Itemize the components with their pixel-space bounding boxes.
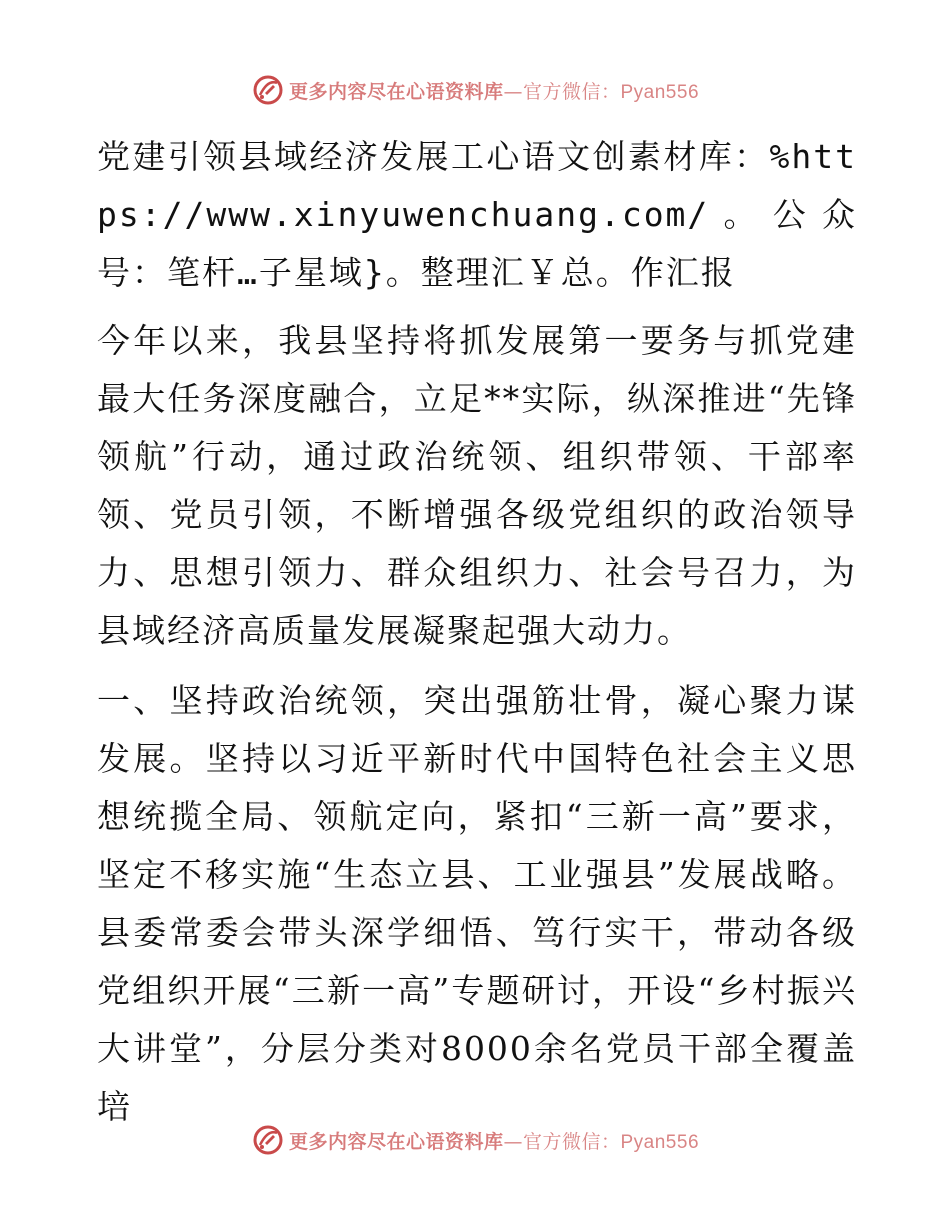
watermark-footer bbox=[0, 1120, 950, 1160]
watermark-separator: — bbox=[503, 1130, 523, 1153]
pen-nib-swirl-icon bbox=[251, 1123, 285, 1157]
watermark-contact-label: 官方微信： bbox=[522, 1130, 621, 1153]
watermark-text bbox=[289, 1127, 699, 1154]
watermark-contact-id: Pyan556 bbox=[620, 81, 700, 103]
watermark-separator: — bbox=[503, 80, 523, 103]
watermark-brand: 更多内容尽在心语资料库 bbox=[288, 1130, 504, 1153]
watermark-contact-id: Pyan556 bbox=[620, 1131, 700, 1153]
watermark-contact-label: 官方微信： bbox=[522, 80, 621, 103]
watermark-brand: 更多内容尽在心语资料库 bbox=[288, 80, 504, 103]
document-body bbox=[97, 128, 857, 1136]
paragraph-section-one: 一、坚持政治统领，突出强筋壮骨，凝心聚力谋发展。坚持以习近平新时代中国特色社会主义思想统揽全局、领航定向，紧扣“三新一高”要求，坚定不移实施“生态立县、工业强县”发展战略。县委常委会带头深学细悟、笃行实干，带动各级党组织开展“三新一高”专题研讨，开设“乡村振兴大讲堂”，分层分类对8000余名党员干部全覆盖培 bbox=[97, 681, 857, 1126]
watermark-header bbox=[0, 70, 950, 110]
pen-nib-swirl-icon bbox=[251, 73, 285, 107]
paragraph-intro: 今年以来，我县坚持将抓发展第一要务与抓党建最大任务深度融合，立足**实际，纵深推进“先锋领航”行动，通过政治统领、组织带领、干部率领、党员引领，不断增强各级党组织的政治领导力、思想引领力、群众组织力、社会号召力，为县域经济高质量发展凝聚起强大动力。 bbox=[97, 321, 857, 650]
watermark-text bbox=[289, 77, 699, 104]
paragraph-title: 党建引领县域经济发展工心语文创素材库：%https://www.xinyuwenchuang.com/。公众号：笔杆…子星域}。整理汇￥总。作汇报 bbox=[97, 137, 857, 292]
